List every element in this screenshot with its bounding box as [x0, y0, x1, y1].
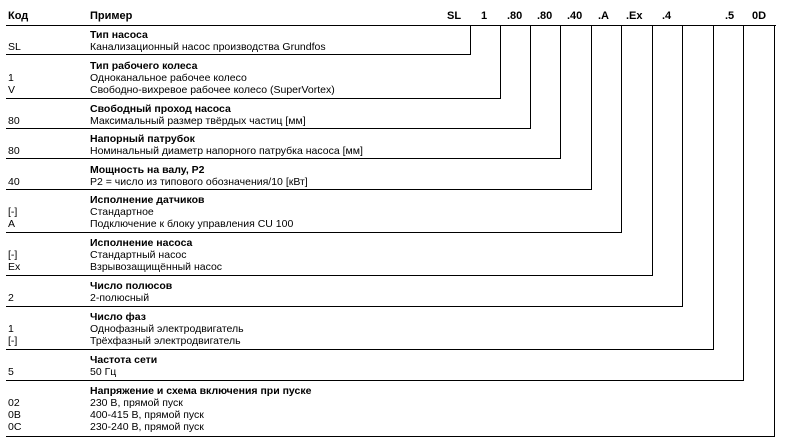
- section-title-poles: Число полюсов: [90, 280, 173, 292]
- row-text: Одноканальное рабочее колесо: [90, 72, 247, 84]
- row-text: Максимальный размер твёрдых частиц [мм]: [90, 115, 306, 127]
- row-text: 2-полюсный: [90, 292, 150, 304]
- section-title-pump-type: Тип насоса: [90, 29, 148, 41]
- section-title-impeller-type: Тип рабочего колеса: [90, 60, 198, 72]
- row-code: 0B: [8, 409, 21, 421]
- row-text: Канализационный насос производства Grundfos: [90, 41, 326, 53]
- leader-line-phases: [6, 25, 714, 350]
- row-code: SL: [8, 41, 21, 53]
- code-part-impeller: 1: [481, 10, 488, 22]
- row-text: 50 Гц: [90, 366, 117, 378]
- row-code: 40: [8, 176, 20, 188]
- row-text: 230-240 В, прямой пуск: [90, 421, 204, 433]
- row-text: Подключение к блоку управления CU 100: [90, 218, 294, 230]
- leader-line-frequency: [6, 25, 744, 381]
- row-code: V: [8, 84, 16, 96]
- row-code: 1: [8, 72, 14, 84]
- code-part-ex: .Ex: [626, 10, 643, 22]
- row-text: Номинальный диаметр напорного патрубка насоса [мм]: [90, 145, 363, 157]
- leader-line-pump-type: [6, 25, 471, 55]
- leader-line-impeller-type: [6, 25, 501, 99]
- row-code: 5: [8, 366, 14, 378]
- row-text: Свободно-вихревое рабочее колесо (SuperVortex): [90, 84, 335, 96]
- row-code: [-]: [8, 249, 18, 261]
- row-text: P2 = число из типового обозначения/10 [кВт]: [90, 176, 308, 188]
- code-part-series: SL: [447, 10, 462, 22]
- section-title-voltage: Напряжение и схема включения при пуске: [90, 385, 312, 397]
- row-text: Стандартный насос: [90, 249, 187, 261]
- row-code: 0C: [8, 421, 22, 433]
- leader-line-shaft-power: [6, 25, 592, 190]
- section-title-shaft-power: Мощность на валу, P2: [90, 164, 205, 176]
- row-code: 02: [8, 397, 20, 409]
- header-code: Код: [8, 10, 29, 22]
- section-title-free-passage: Свободный проход насоса: [90, 103, 231, 115]
- leader-line-free-passage: [6, 25, 531, 129]
- row-code: 80: [8, 145, 20, 157]
- row-code: 2: [8, 292, 14, 304]
- leader-line-outlet: [6, 25, 561, 159]
- row-text: 400-415 В, прямой пуск: [90, 409, 204, 421]
- row-code: A: [8, 218, 16, 230]
- section-title-pump-version: Исполнение насоса: [90, 237, 193, 249]
- row-text: 230 В, прямой пуск: [90, 397, 183, 409]
- section-title-frequency: Частота сети: [90, 354, 158, 366]
- row-text: Взрывозащищённый насос: [90, 261, 223, 273]
- code-part-passage: .80: [507, 10, 523, 22]
- section-title-phases: Число фаз: [90, 311, 146, 323]
- code-part-outlet: .80: [537, 10, 553, 22]
- row-text: Стандартное: [90, 206, 154, 218]
- code-part-power: .40: [567, 10, 583, 22]
- section-title-sensor-version: Исполнение датчиков: [90, 194, 205, 206]
- row-code: 1: [8, 323, 14, 335]
- leader-line-poles: [6, 25, 683, 307]
- leader-line-pump-version: [6, 25, 653, 276]
- row-code: Ex: [8, 261, 21, 273]
- leader-line-voltage: [6, 25, 775, 437]
- row-code: 80: [8, 115, 20, 127]
- row-text: Однофазный электродвигатель: [90, 323, 244, 335]
- section-title-outlet: Напорный патрубок: [90, 133, 195, 145]
- row-code: [-]: [8, 206, 18, 218]
- code-part-phases-freq: .5: [725, 10, 735, 22]
- code-part-voltage: 0D: [752, 10, 767, 22]
- row-code: [-]: [8, 335, 18, 347]
- code-part-sensor: .A: [598, 10, 609, 22]
- code-part-poles: .4: [662, 10, 672, 22]
- row-text: Трёхфазный электродвигатель: [90, 335, 241, 347]
- header-example: Пример: [90, 10, 133, 22]
